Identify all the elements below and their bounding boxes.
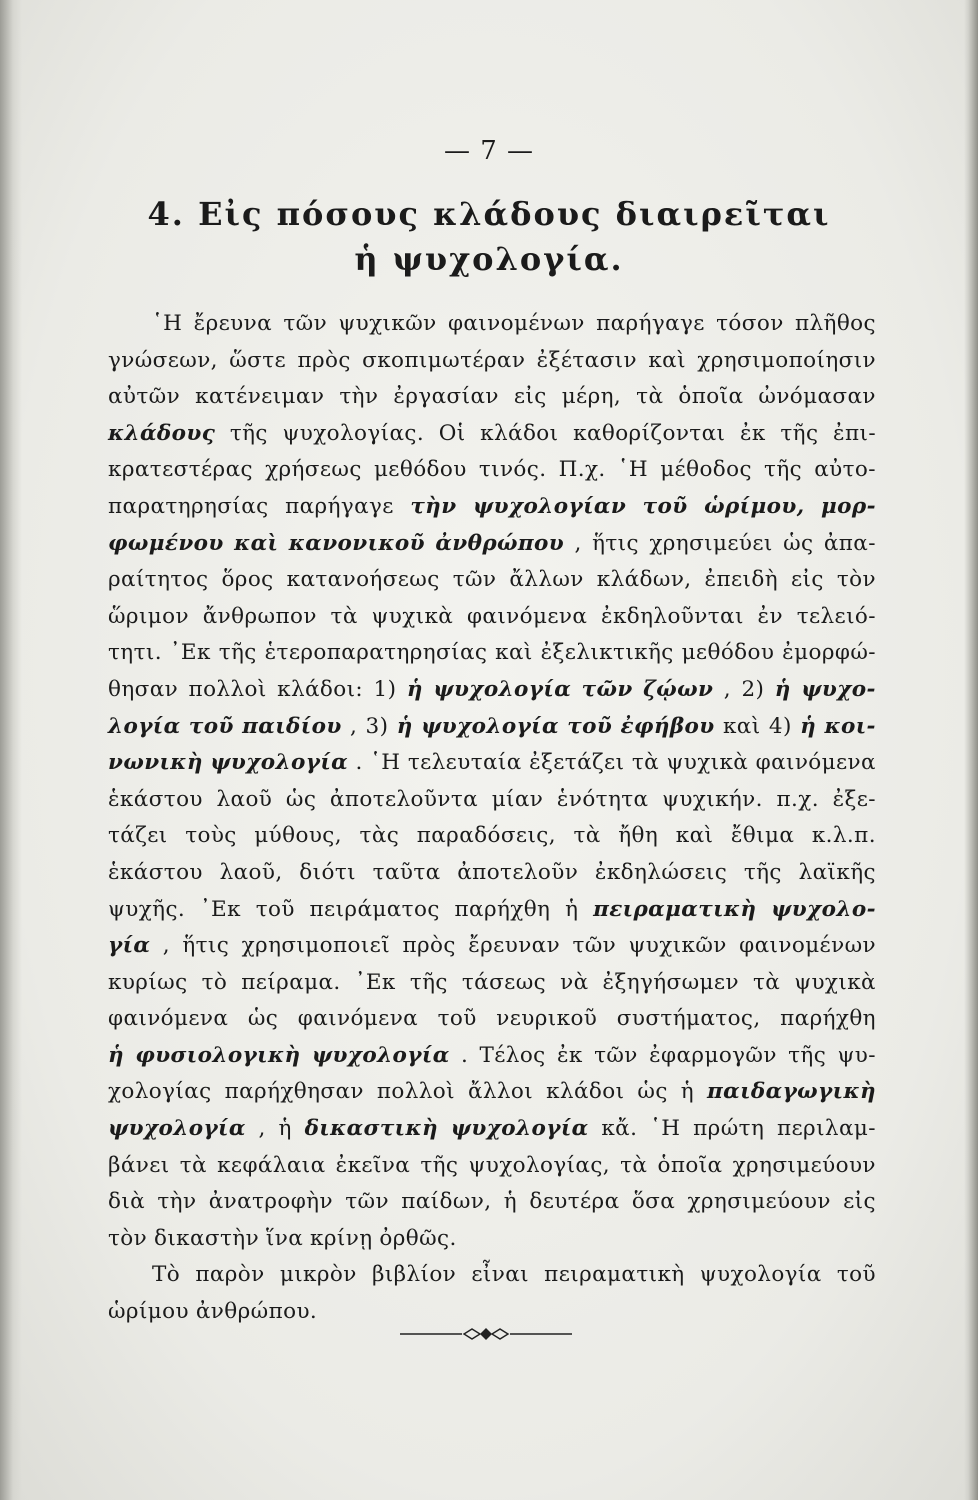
word: τητι. bbox=[108, 640, 162, 666]
text-line bbox=[108, 306, 876, 343]
text-line bbox=[108, 855, 876, 892]
word: τῆς bbox=[229, 420, 268, 446]
word: ἐμορφώ- bbox=[782, 640, 876, 666]
word: ἄλλοι bbox=[467, 1079, 534, 1105]
emphasized-word: κλάδους bbox=[108, 420, 216, 446]
word: τοὺς bbox=[185, 823, 237, 849]
emphasized-word: τοῦ bbox=[188, 713, 234, 739]
word: ἥτις bbox=[592, 530, 639, 556]
word: ψυχικῶν bbox=[338, 311, 437, 336]
word: μεθόδου bbox=[681, 640, 775, 666]
word: πολλοὶ bbox=[188, 676, 267, 702]
word: χρήσεως bbox=[265, 457, 362, 483]
word: περιλαμ- bbox=[776, 1116, 876, 1142]
word: λαϊκῆς bbox=[798, 859, 876, 885]
text-line bbox=[108, 745, 876, 782]
word: ὁποῖα bbox=[657, 1152, 723, 1178]
word: μέθοδος bbox=[660, 457, 752, 483]
word: , bbox=[349, 713, 358, 739]
word: τῆς bbox=[409, 969, 448, 995]
word: πειράματος bbox=[309, 896, 440, 922]
word: μίαν bbox=[491, 786, 544, 812]
text-line bbox=[108, 343, 876, 380]
word: ἐκ bbox=[556, 1042, 583, 1068]
page-number: — 7 — bbox=[443, 136, 535, 166]
word: πρὸς bbox=[402, 933, 456, 959]
word: τελευταία bbox=[407, 750, 522, 776]
word: καθορίζονται bbox=[573, 420, 726, 446]
word: ἑτεροπαρατηρησίας bbox=[264, 640, 488, 666]
word: ἐκδηλώσεις bbox=[594, 859, 728, 885]
text-line bbox=[108, 818, 876, 855]
word: παρήγαγε bbox=[596, 311, 705, 336]
word: τῆς bbox=[420, 1152, 459, 1178]
emphasized-word: ἡ bbox=[406, 676, 423, 702]
emphasized-word: πειραματικὴ bbox=[593, 896, 757, 922]
word: ἐξε- bbox=[832, 786, 876, 812]
word: ἔθιμα bbox=[730, 823, 795, 849]
word: τοῦ bbox=[437, 1006, 477, 1032]
closing-ornament bbox=[400, 1325, 572, 1343]
word: εἰς bbox=[843, 1189, 876, 1215]
word: κλάδων, bbox=[596, 567, 692, 593]
word: ἵνα bbox=[265, 1225, 304, 1251]
word: , bbox=[258, 1116, 266, 1142]
emphasized-word: ψυχολογία bbox=[433, 676, 572, 702]
body-text bbox=[108, 306, 876, 1331]
word: τῆς bbox=[218, 640, 257, 666]
word: ἐξηγήσωμεν bbox=[602, 969, 739, 995]
word: ὡς bbox=[637, 1079, 668, 1105]
word: ἤθη bbox=[618, 823, 659, 849]
word: τῶν bbox=[283, 311, 328, 336]
word: τὰς bbox=[359, 823, 400, 849]
emphasized-word: ψυχολογία bbox=[421, 713, 559, 739]
word: χρησιμεύουν bbox=[732, 1152, 876, 1178]
word: τὸν bbox=[108, 1225, 148, 1251]
word: τῆς bbox=[743, 859, 782, 885]
word: πρώτη bbox=[693, 1116, 765, 1142]
emphasized-word: γία bbox=[108, 933, 151, 959]
word: , bbox=[723, 676, 731, 702]
word: ραίτητος bbox=[108, 567, 209, 593]
emphasized-word: ὡρίμου, bbox=[704, 493, 805, 519]
word: τῶν bbox=[572, 933, 617, 959]
word: . bbox=[460, 1042, 469, 1068]
word: ἀπα- bbox=[823, 530, 876, 556]
word: διότι bbox=[299, 859, 356, 885]
word: ἐν bbox=[757, 603, 783, 629]
section-heading-line-2: ἡ ψυχολογία. bbox=[354, 240, 624, 278]
word: ἀνθρώπου. bbox=[195, 1299, 318, 1325]
word: καὶ bbox=[648, 347, 686, 373]
emphasized-word: τοῦ bbox=[642, 493, 688, 519]
word: 1) bbox=[373, 676, 397, 702]
word: κ.λ.π. bbox=[811, 823, 876, 849]
word: χρησιμεύει bbox=[649, 530, 773, 556]
word: αὐτῶν bbox=[108, 384, 181, 410]
word: δικαστὴν bbox=[153, 1225, 260, 1251]
word: καὶ bbox=[495, 640, 533, 666]
emphasized-word: ψυχολογία bbox=[311, 1042, 450, 1068]
word: νευρικοῦ bbox=[496, 1006, 598, 1032]
word: ψυ- bbox=[837, 1042, 876, 1068]
word: ἄλλων bbox=[509, 567, 584, 593]
emphasized-word: ψυχολο- bbox=[771, 896, 876, 922]
word: ἐπι- bbox=[833, 420, 876, 446]
word: παίδων, bbox=[401, 1189, 492, 1215]
word: σκοπιμωτέραν bbox=[362, 347, 526, 373]
word: ῾Η bbox=[152, 311, 183, 336]
emphasized-word: νωνικὴ bbox=[108, 750, 203, 776]
emphasized-word: ψυχολογίαν bbox=[473, 493, 627, 519]
word: ἡ bbox=[503, 1189, 518, 1215]
word: καὶ bbox=[675, 823, 714, 849]
word: ὡς bbox=[247, 1006, 279, 1032]
text-line bbox=[108, 526, 876, 563]
word: ὥριμον bbox=[108, 603, 189, 629]
word: παρήχθη bbox=[454, 896, 551, 922]
emphasized-word: ἡ bbox=[396, 713, 413, 739]
word: π.χ. bbox=[776, 786, 819, 812]
word: 3) bbox=[365, 713, 389, 739]
text-line bbox=[108, 562, 876, 599]
word: τινός. bbox=[478, 457, 547, 483]
word: φαινομένων bbox=[739, 933, 876, 959]
word: ὡς bbox=[285, 786, 317, 812]
word: 4) bbox=[768, 713, 792, 739]
word: ὡρίμου bbox=[108, 1299, 189, 1325]
word: τὰ bbox=[631, 750, 660, 776]
emphasized-word: ψυχολογία bbox=[210, 750, 349, 776]
text-line bbox=[108, 672, 876, 709]
text-line bbox=[108, 1001, 876, 1038]
word: παρήχθη bbox=[780, 1006, 876, 1032]
word: μέρη, bbox=[561, 384, 622, 410]
word: πολλοὶ bbox=[376, 1079, 455, 1105]
word: 2) bbox=[741, 676, 765, 702]
word: ῾Η bbox=[370, 750, 401, 776]
word: ἀνατροφὴν bbox=[208, 1189, 333, 1215]
word: ῾Η bbox=[650, 1116, 681, 1142]
emphasized-word: παιδαγωγικὴ bbox=[707, 1079, 876, 1105]
text-line bbox=[108, 599, 876, 636]
word: αὐτο- bbox=[814, 457, 876, 483]
word: ἑκάστου bbox=[108, 859, 203, 885]
word: ὅσα bbox=[631, 1189, 676, 1215]
word: ἐκδηλοῦνται bbox=[601, 603, 744, 629]
word: ᾿Εκ bbox=[354, 969, 396, 995]
word: φαινόμενα bbox=[297, 1006, 419, 1032]
word: ἔρευναν bbox=[468, 933, 561, 959]
word: τὰ bbox=[636, 384, 664, 410]
emphasized-word: τοῦ bbox=[567, 713, 613, 739]
word: ἐξέτασιν bbox=[536, 347, 637, 373]
text-line bbox=[108, 1221, 876, 1258]
emphasized-word: παιδίου bbox=[242, 713, 342, 739]
word: τὸν bbox=[836, 567, 876, 593]
word: νὰ bbox=[560, 969, 589, 995]
emphasized-word: ἡ bbox=[800, 713, 817, 739]
word: κατανοήσεως bbox=[286, 567, 440, 593]
emphasized-word: φυσιολογικὴ bbox=[135, 1042, 301, 1068]
emphasized-word: ἡ bbox=[108, 1042, 125, 1068]
word: φαινόμενα bbox=[755, 750, 876, 776]
word: ψυχικὰ bbox=[666, 750, 749, 776]
word: τὰ bbox=[752, 969, 781, 995]
word: ᾿Εκ bbox=[169, 640, 211, 666]
word: ἐκεῖνα bbox=[335, 1152, 411, 1178]
emphasized-word: ἀνθρώπου bbox=[435, 530, 565, 556]
word: κλάδοι: bbox=[277, 676, 364, 702]
word: παρατηρησίας bbox=[108, 493, 269, 519]
text-line bbox=[108, 1257, 876, 1294]
word: Τὸ bbox=[152, 1262, 181, 1288]
word: τῆς bbox=[788, 1042, 827, 1068]
text-line bbox=[108, 1074, 876, 1111]
word: τελειό- bbox=[796, 603, 876, 629]
word: τῶν bbox=[345, 1189, 389, 1215]
word: παρήχθησαν bbox=[224, 1079, 364, 1105]
word: Οἱ bbox=[438, 420, 466, 446]
word: ψυχολογίας. bbox=[282, 420, 425, 446]
word: κἄ. bbox=[601, 1116, 638, 1142]
word: παραδόσεις, bbox=[416, 823, 556, 849]
emphasized-word: τῶν bbox=[581, 676, 633, 702]
word: τῶν bbox=[594, 1042, 638, 1068]
text-line bbox=[108, 1184, 876, 1221]
word: τὰ bbox=[620, 1152, 648, 1178]
word: δευτέρα bbox=[529, 1189, 620, 1215]
text-line bbox=[108, 1038, 876, 1075]
word: ἄνθρωπον bbox=[202, 603, 317, 629]
text-line bbox=[108, 635, 876, 672]
word: ἔρευνα bbox=[193, 311, 273, 336]
word: μύθους, bbox=[254, 823, 342, 849]
word: κυρίως bbox=[108, 969, 188, 995]
word: ψυχικήν. bbox=[662, 786, 763, 812]
word: ψυχικὰ bbox=[371, 603, 454, 629]
word: βιβλίον bbox=[371, 1262, 457, 1288]
word: λαοῦ bbox=[216, 786, 273, 812]
word: , bbox=[162, 933, 170, 959]
word: τῶν bbox=[452, 567, 497, 593]
text-line bbox=[108, 892, 876, 929]
word: ὡς bbox=[783, 530, 814, 556]
word: πρὸς bbox=[297, 347, 351, 373]
word: τὰ bbox=[179, 1152, 207, 1178]
word: κλάδοι bbox=[480, 420, 559, 446]
emphasized-word: ζῴων bbox=[643, 676, 714, 702]
word: λαοῦ, bbox=[219, 859, 283, 885]
word: ἐξελικτικῆς bbox=[540, 640, 674, 666]
word: τὴν bbox=[339, 384, 379, 410]
word: τοῦ bbox=[836, 1262, 876, 1288]
emphasized-word: ψυχολογία bbox=[450, 1116, 589, 1142]
word: φαινομένων bbox=[447, 311, 585, 336]
emphasized-word: φωμένου bbox=[108, 530, 224, 556]
word: ἥτις bbox=[182, 933, 230, 959]
word: ἡ bbox=[565, 896, 579, 922]
word: ἡ bbox=[278, 1116, 292, 1142]
emphasized-word: μορ- bbox=[821, 493, 876, 519]
text-line bbox=[108, 709, 876, 746]
text-line bbox=[108, 379, 876, 416]
text-line bbox=[108, 489, 876, 526]
word: θησαν bbox=[108, 676, 179, 702]
word: ῾Η bbox=[617, 457, 649, 483]
word: ὅρος bbox=[221, 567, 274, 593]
word: πείραμα. bbox=[241, 969, 341, 995]
word: χρησιμοποιεῖ bbox=[241, 933, 391, 959]
word: χρησιμεύουν bbox=[687, 1189, 831, 1215]
word: τάζει bbox=[108, 823, 168, 849]
word: ὥστε bbox=[229, 347, 287, 373]
word: κλάδοι bbox=[546, 1079, 625, 1105]
word: ψυχολογίας, bbox=[468, 1152, 611, 1178]
section-heading-line-1: 4. Εἰς πόσους κλάδους διαιρεῖται bbox=[147, 195, 831, 233]
word: ὠνόμασαν bbox=[758, 384, 876, 410]
word: πειραματικὴ bbox=[544, 1262, 685, 1288]
word: ἀποτελοῦντα bbox=[329, 786, 479, 812]
word: πλῆθος bbox=[795, 311, 876, 336]
emphasized-word: ψυχολογία bbox=[108, 1116, 246, 1142]
emphasized-word: κανονικοῦ bbox=[288, 530, 425, 556]
word: . bbox=[355, 750, 363, 776]
word: ἐξετάζει bbox=[529, 750, 625, 776]
word: τάσεως bbox=[461, 969, 547, 995]
word: διὰ bbox=[108, 1189, 146, 1215]
word: ἑνότητα bbox=[556, 786, 649, 812]
word: ὀρθῶς. bbox=[379, 1225, 457, 1251]
word: γνώσεων, bbox=[108, 347, 218, 373]
word: εἰς bbox=[791, 567, 824, 593]
word: τόσον bbox=[716, 311, 784, 336]
word: τὴν bbox=[157, 1189, 197, 1215]
word: κατένειμαν bbox=[195, 384, 325, 410]
word: καὶ bbox=[722, 713, 761, 739]
word: τῆς bbox=[780, 420, 819, 446]
word: ταῦτα bbox=[372, 859, 441, 885]
word: μεθόδου bbox=[373, 457, 467, 483]
word: ψυχολογία bbox=[699, 1262, 822, 1288]
text-line bbox=[108, 928, 876, 965]
word: ᾿Εκ bbox=[199, 896, 241, 922]
word: ψυχικῶν bbox=[628, 933, 727, 959]
word: φαινόμενα bbox=[108, 1006, 229, 1032]
word: Τέλος bbox=[479, 1042, 546, 1068]
word: ψυχικὰ bbox=[794, 969, 876, 995]
word: ἡ bbox=[680, 1079, 695, 1105]
word: κρίνῃ bbox=[310, 1225, 373, 1251]
word: εἶναι bbox=[471, 1262, 529, 1288]
word: κρατεστέρας bbox=[108, 457, 253, 483]
emphasized-word: καὶ bbox=[234, 530, 279, 556]
word: τὰ bbox=[573, 823, 601, 849]
word: ἑκάστου bbox=[108, 786, 203, 812]
word: Π.χ. bbox=[558, 457, 606, 483]
text-line bbox=[108, 1111, 876, 1148]
word: ὁποῖα bbox=[678, 384, 744, 410]
emphasized-word: ἐφήβου bbox=[620, 713, 715, 739]
text-line bbox=[108, 782, 876, 819]
word: ἐργασίαν bbox=[393, 384, 499, 410]
word: ἐκ bbox=[739, 420, 766, 446]
word: ψυχῆς. bbox=[108, 896, 186, 922]
emphasized-word: τὴν bbox=[410, 493, 457, 519]
word: χολογίας bbox=[108, 1079, 212, 1105]
word: παρὸν bbox=[195, 1262, 265, 1288]
word: μικρὸν bbox=[279, 1262, 357, 1288]
word: τοῦ bbox=[255, 896, 295, 922]
emphasized-word: ψυχο- bbox=[801, 676, 876, 702]
text-line bbox=[108, 1148, 876, 1185]
word: εἰς bbox=[513, 384, 547, 410]
emphasized-word: δικαστικὴ bbox=[304, 1116, 439, 1142]
word: ἀποτελοῦν bbox=[457, 859, 579, 885]
word: συστήματος, bbox=[616, 1006, 761, 1032]
word: χρησιμοποίησιν bbox=[697, 347, 876, 373]
text-line bbox=[108, 416, 876, 453]
word: τὰ bbox=[330, 603, 358, 629]
word: ἐπειδὴ bbox=[704, 567, 778, 593]
emphasized-word: ἡ bbox=[774, 676, 791, 702]
word: τὸ bbox=[201, 969, 228, 995]
word: βάνει bbox=[108, 1152, 170, 1178]
text-line bbox=[108, 452, 876, 489]
word: τῆς bbox=[764, 457, 803, 483]
word: κεφάλαια bbox=[217, 1152, 326, 1178]
word: φαινόμενα bbox=[466, 603, 588, 629]
word: , bbox=[574, 530, 582, 556]
emphasized-word: λογία bbox=[108, 713, 181, 739]
text-line bbox=[108, 965, 876, 1002]
word: παρήγαγε bbox=[285, 493, 394, 519]
emphasized-word: κοι- bbox=[824, 713, 876, 739]
word: ἐφαρμογῶν bbox=[649, 1042, 777, 1068]
